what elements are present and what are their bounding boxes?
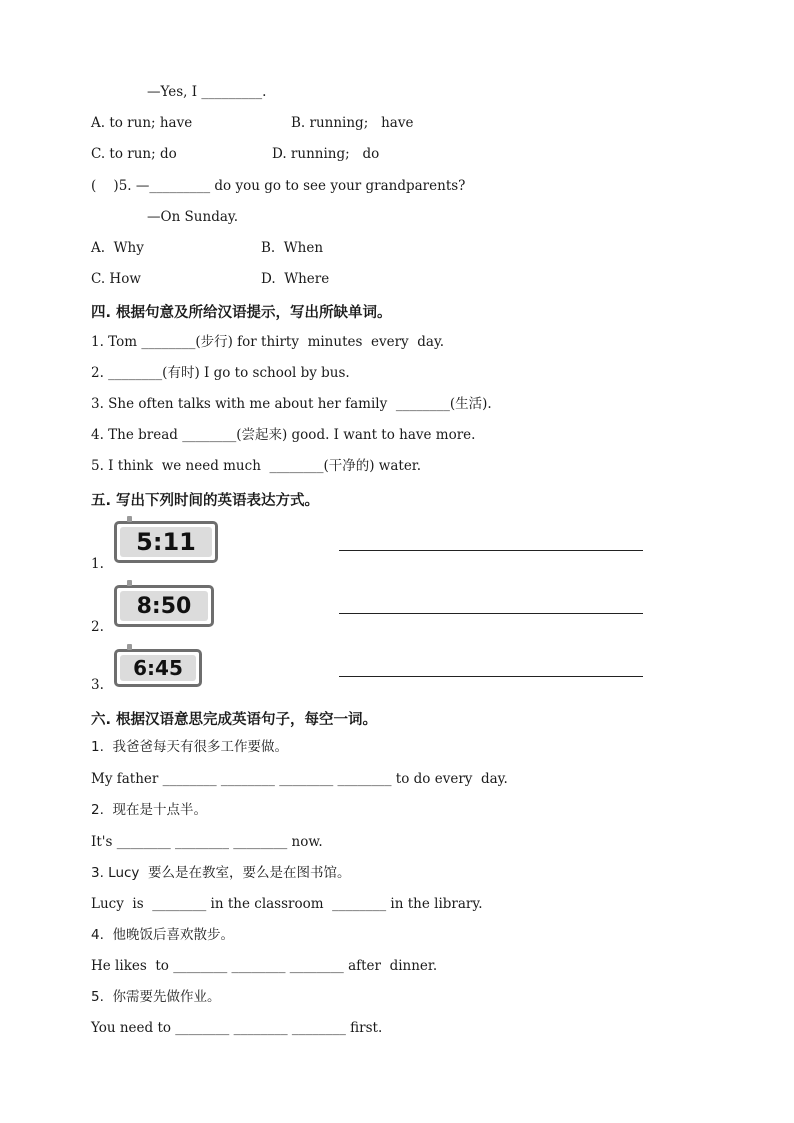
q5-option-c: C. How	[91, 271, 141, 287]
section6-chinese-prompt: 5. 你需要先做作业。	[91, 989, 221, 1005]
section6-chinese-prompt: 4. 他晚饭后喜欢散步。	[91, 927, 234, 943]
section4-item: 2. ________(有时) I go to school by bus.	[91, 365, 350, 381]
clock-image	[114, 521, 218, 563]
clock-number: 2.	[91, 619, 104, 635]
q4-option-b: B. running; have	[291, 115, 414, 131]
clock-time: 6:45	[120, 655, 196, 681]
q5-option-b: B. When	[261, 240, 324, 256]
section6-chinese-prompt: 1. 我爸爸每天有很多工作要做。	[91, 739, 288, 755]
answer-line[interactable]	[339, 676, 643, 677]
section6-english-sentence: He likes to ________ ________ ________ after dinner.	[91, 958, 438, 974]
answer-line[interactable]	[339, 613, 643, 614]
q4-option-c: C. to run; do	[91, 146, 177, 162]
q4-option-d: D. running; do	[272, 146, 380, 162]
q5-question: ( )5. —_________ do you go to see your grandparents?	[91, 178, 466, 194]
q5-option-a: A. Why	[91, 240, 144, 256]
clock-knob	[127, 516, 132, 522]
clock-number: 1.	[91, 556, 104, 572]
q5-option-d: D. Where	[261, 271, 330, 287]
clock-image	[114, 649, 202, 687]
section4-heading: 四. 根据句意及所给汉语提示，写出所缺单词。	[91, 305, 392, 321]
section6-english-sentence: You need to ________ ________ ________ first.	[91, 1020, 383, 1036]
section4-item: 1. Tom ________(步行) for thirty minutes every day.	[91, 334, 445, 350]
q4-option-a: A. to run; have	[91, 115, 193, 131]
section6-heading: 六. 根据汉语意思完成英语句子，每空一词。	[91, 712, 378, 728]
section5-heading: 五. 写出下列时间的英语表达方式。	[91, 493, 320, 509]
clock-number: 3.	[91, 677, 104, 693]
section4-item: 5. I think we need much ________(干净的) water.	[91, 458, 422, 474]
section6-chinese-prompt: 3. Lucy 要么是在教室，要么是在图书馆。	[91, 865, 351, 881]
q4-answer-line: —Yes, I _________.	[147, 84, 267, 100]
clock-knob	[127, 580, 132, 586]
clock-time: 8:50	[120, 591, 208, 621]
clock-image	[114, 585, 214, 627]
section4-item: 3. She often talks with me about her family ________(生活).	[91, 396, 492, 412]
q5-answer-line: —On Sunday.	[147, 209, 239, 225]
clock-knob	[127, 644, 132, 650]
section6-english-sentence: Lucy is ________ in the classroom ________ in the library.	[91, 896, 483, 912]
answer-line[interactable]	[339, 550, 643, 551]
clock-time: 5:11	[120, 527, 212, 557]
section4-item: 4. The bread ________(尝起来) good. I want to have more.	[91, 427, 476, 443]
section6-chinese-prompt: 2. 现在是十点半。	[91, 802, 207, 818]
section6-english-sentence: My father ________ ________ ________ ________ to do every day.	[91, 771, 508, 787]
section6-english-sentence: It's ________ ________ ________ now.	[91, 834, 323, 850]
